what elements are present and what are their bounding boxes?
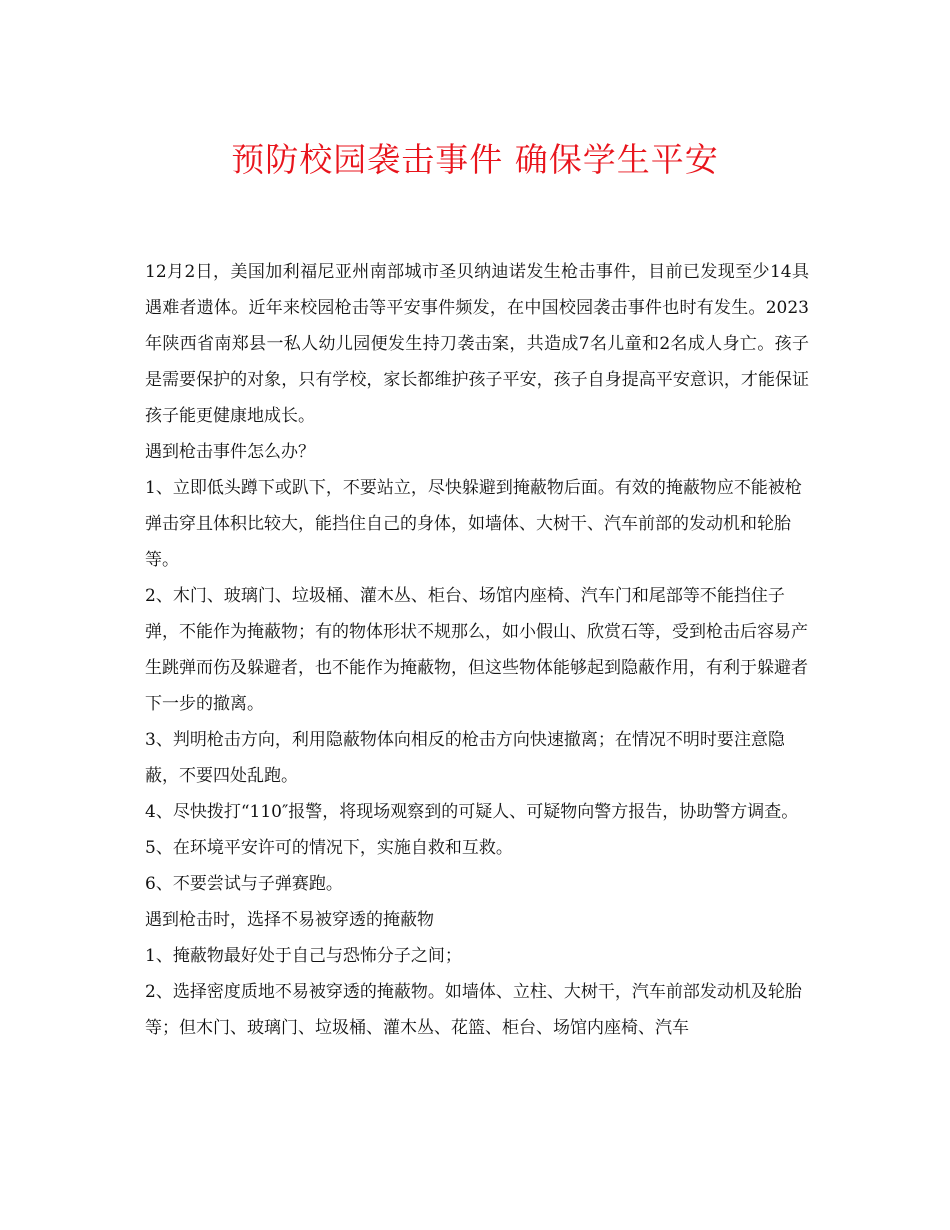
section-heading-cover: 遇到枪击时，选择不易被穿透的掩蔽物: [145, 910, 434, 930]
list-item: 6、不要尝试与子弹赛跑。: [145, 874, 343, 894]
page-title: 预防校园袭击事件 确保学生平安: [231, 140, 719, 179]
list-item: 5、在环境平安许可的情况下，实施自救和互救。: [145, 838, 513, 858]
list-item: 2、选择密度质地不易被穿透的掩蔽物。如墙体、立柱、大树干，汽车前部发动机及轮胎等；但木门、玻璃门、垃圾桶、灌木丛、花篮、柜台、场馆内座椅、汽车: [145, 982, 802, 1038]
list-item: 1、掩蔽物最好处于自己与恐怖分子之间；: [145, 946, 462, 966]
list-item: 4、尽快拨打“110″报警，将现场观察到的可疑人、可疑物向警方报告，协助警方调查。: [145, 802, 799, 822]
list-item: 2、木门、玻璃门、垃圾桶、灌木丛、柜台、场馆内座椅、汽车门和尾部等不能挡住子弹，不能作为掩蔽物；有的物体形状不规那么，如小假山、欣赏石等，受到枪击后容易产生跳弹而伤及躲避者，也不能作为掩蔽物，但这些物体能够起到隐蔽作用，有利于躲避者下一步的撤离。: [145, 586, 808, 714]
article-body: [145, 254, 809, 1046]
list-item: 3、判明枪击方向，利用隐蔽物体向相反的枪击方向快速撤离；在情况不明时要注意隐蔽，不要四处乱跑。: [145, 730, 785, 786]
list-item: 1、立即低头蹲下或趴下，不要站立，尽快躲避到掩蔽物后面。有效的掩蔽物应不能被枪弹击穿且体积比较大，能挡住自己的身体，如墙体、大树干、汽车前部的发动机和轮胎等。: [145, 478, 802, 570]
section-heading-gunfire: 遇到枪击事件怎么办？: [145, 442, 315, 462]
intro-paragraph: 12月2日，美国加利福尼亚州南部城市圣贝纳迪诺发生枪击事件，目前已发现至少14具遇难者遗体。近年来校园枪击等平安事件频发，在中国校园袭击事件也时有发生。2023年陕西省南郑县一私人幼儿园便发生持刀袭击案，共造成7名儿童和2名成人身亡。孩子是需要保护的对象，只有学校，家长都维护孩子平安，孩子自身提高平安意识，才能保证孩子能更健康地成长。: [145, 262, 809, 426]
